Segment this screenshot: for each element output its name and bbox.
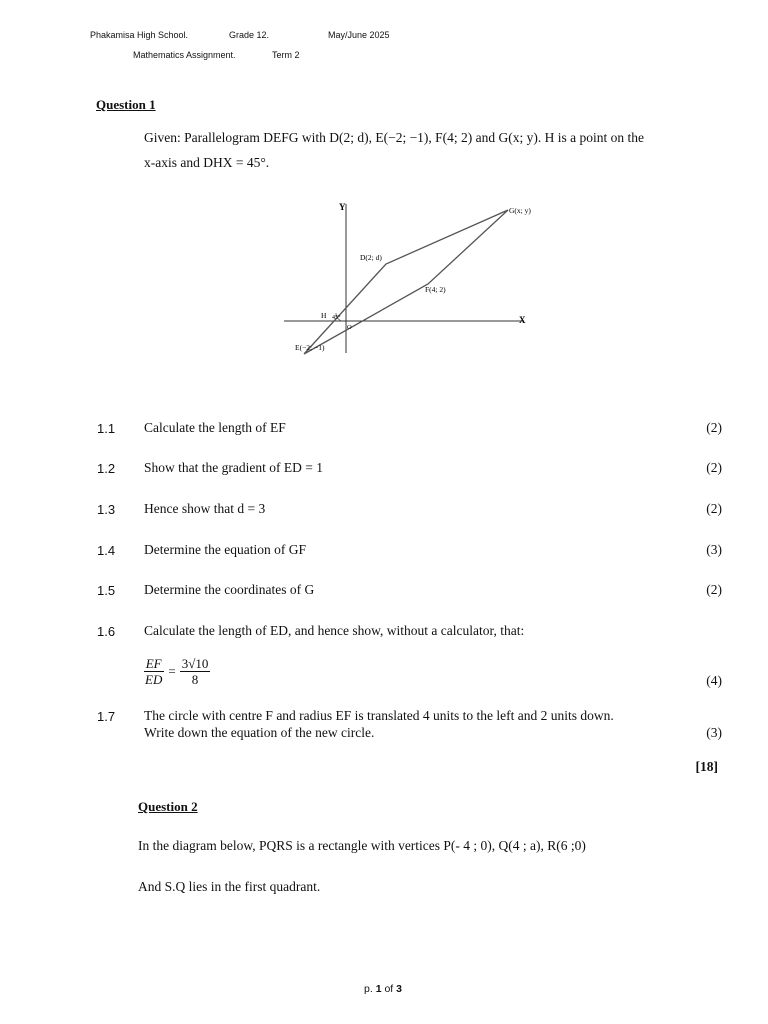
item-number: 1.7 [97,709,116,724]
y-axis-label: Y [339,202,346,212]
point-g-label: G(x; y) [509,206,531,215]
point-d-label: D(2; d) [360,253,382,262]
item-marks: (2) [706,582,722,597]
grade-label: Grade 12. [229,30,270,40]
item-number: 1.6 [97,624,116,639]
item-marks: (3) [706,725,722,740]
item-marks: (4) [706,673,722,688]
angle-label: 45° [332,315,341,321]
page-number: 1 [375,983,382,995]
term-label: Term 2 [272,50,300,60]
question-2-title: Question 2 [138,799,198,814]
page-prefix: p. [364,983,376,995]
point-h-label: H [321,311,327,320]
ratio-equation [143,656,210,687]
item-text: The circle with centre F and radius EF is translated 4 units to the left and 2 units down. [144,708,614,723]
question-1-intro-line-1: Given: Parallelogram DEFG with D(2; d), E(−2; −1), F(4; 2) and G(x; y). H is a point on the [144,130,645,145]
fraction-denominator: ED [145,672,163,687]
parallelogram-diagram [280,198,550,358]
question-1-title: Question 1 [96,97,156,112]
item-number: 1.1 [97,421,116,436]
question-1-total: [18] [695,759,718,774]
page-total: 3 [396,983,402,995]
fraction-denominator: 8 [191,672,199,687]
fraction-numerator: 3√10 [181,656,209,671]
item-number: 1.4 [97,543,116,558]
item-marks: (2) [706,501,722,516]
page-of: of [381,983,397,995]
item-number: 1.2 [97,461,116,476]
item-text: Hence show that d = 3 [144,501,266,516]
item-number: 1.3 [97,502,116,517]
item-text: Calculate the length of EF [144,420,286,435]
question-1-intro-line-2: x-axis and DHX = 45°. [144,155,270,170]
parallelogram-outline [304,210,508,354]
page-footer [364,983,402,995]
item-number: 1.5 [97,583,116,598]
question-2-line-1: In the diagram below, PQRS is a rectangle with vertices P(- 4 ; 0), Q(4 ; a), R(6 ;0) [138,838,586,853]
exam-date: May/June 2025 [328,30,390,40]
fraction-ef-ed [143,656,164,687]
item-marks: (3) [706,542,722,557]
item-text: Show that the gradient of ED = 1 [144,460,323,475]
item-marks: (2) [706,420,722,435]
item-text: Determine the coordinates of G [144,582,315,597]
item-text: Calculate the length of ED, and hence show, without a calculator, that: [144,623,525,638]
item-text: Determine the equation of GF [144,542,306,557]
equals-sign: = [168,663,176,679]
subject-label: Mathematics Assignment. [133,50,236,60]
question-2-line-2: And S.Q lies in the first quadrant. [138,879,321,894]
point-f-label: F(4; 2) [425,285,446,294]
school-name: Phakamisa High School. [90,30,189,40]
item-text-line-2: Write down the equation of the new circle. [144,725,375,740]
fraction-numerator: EF [145,656,162,671]
fraction-root-ten [180,656,211,687]
origin-label: O [347,324,352,331]
item-marks: (2) [706,460,722,475]
point-e-label: E(−2; −1) [295,343,325,352]
x-axis-label: X [519,315,526,325]
